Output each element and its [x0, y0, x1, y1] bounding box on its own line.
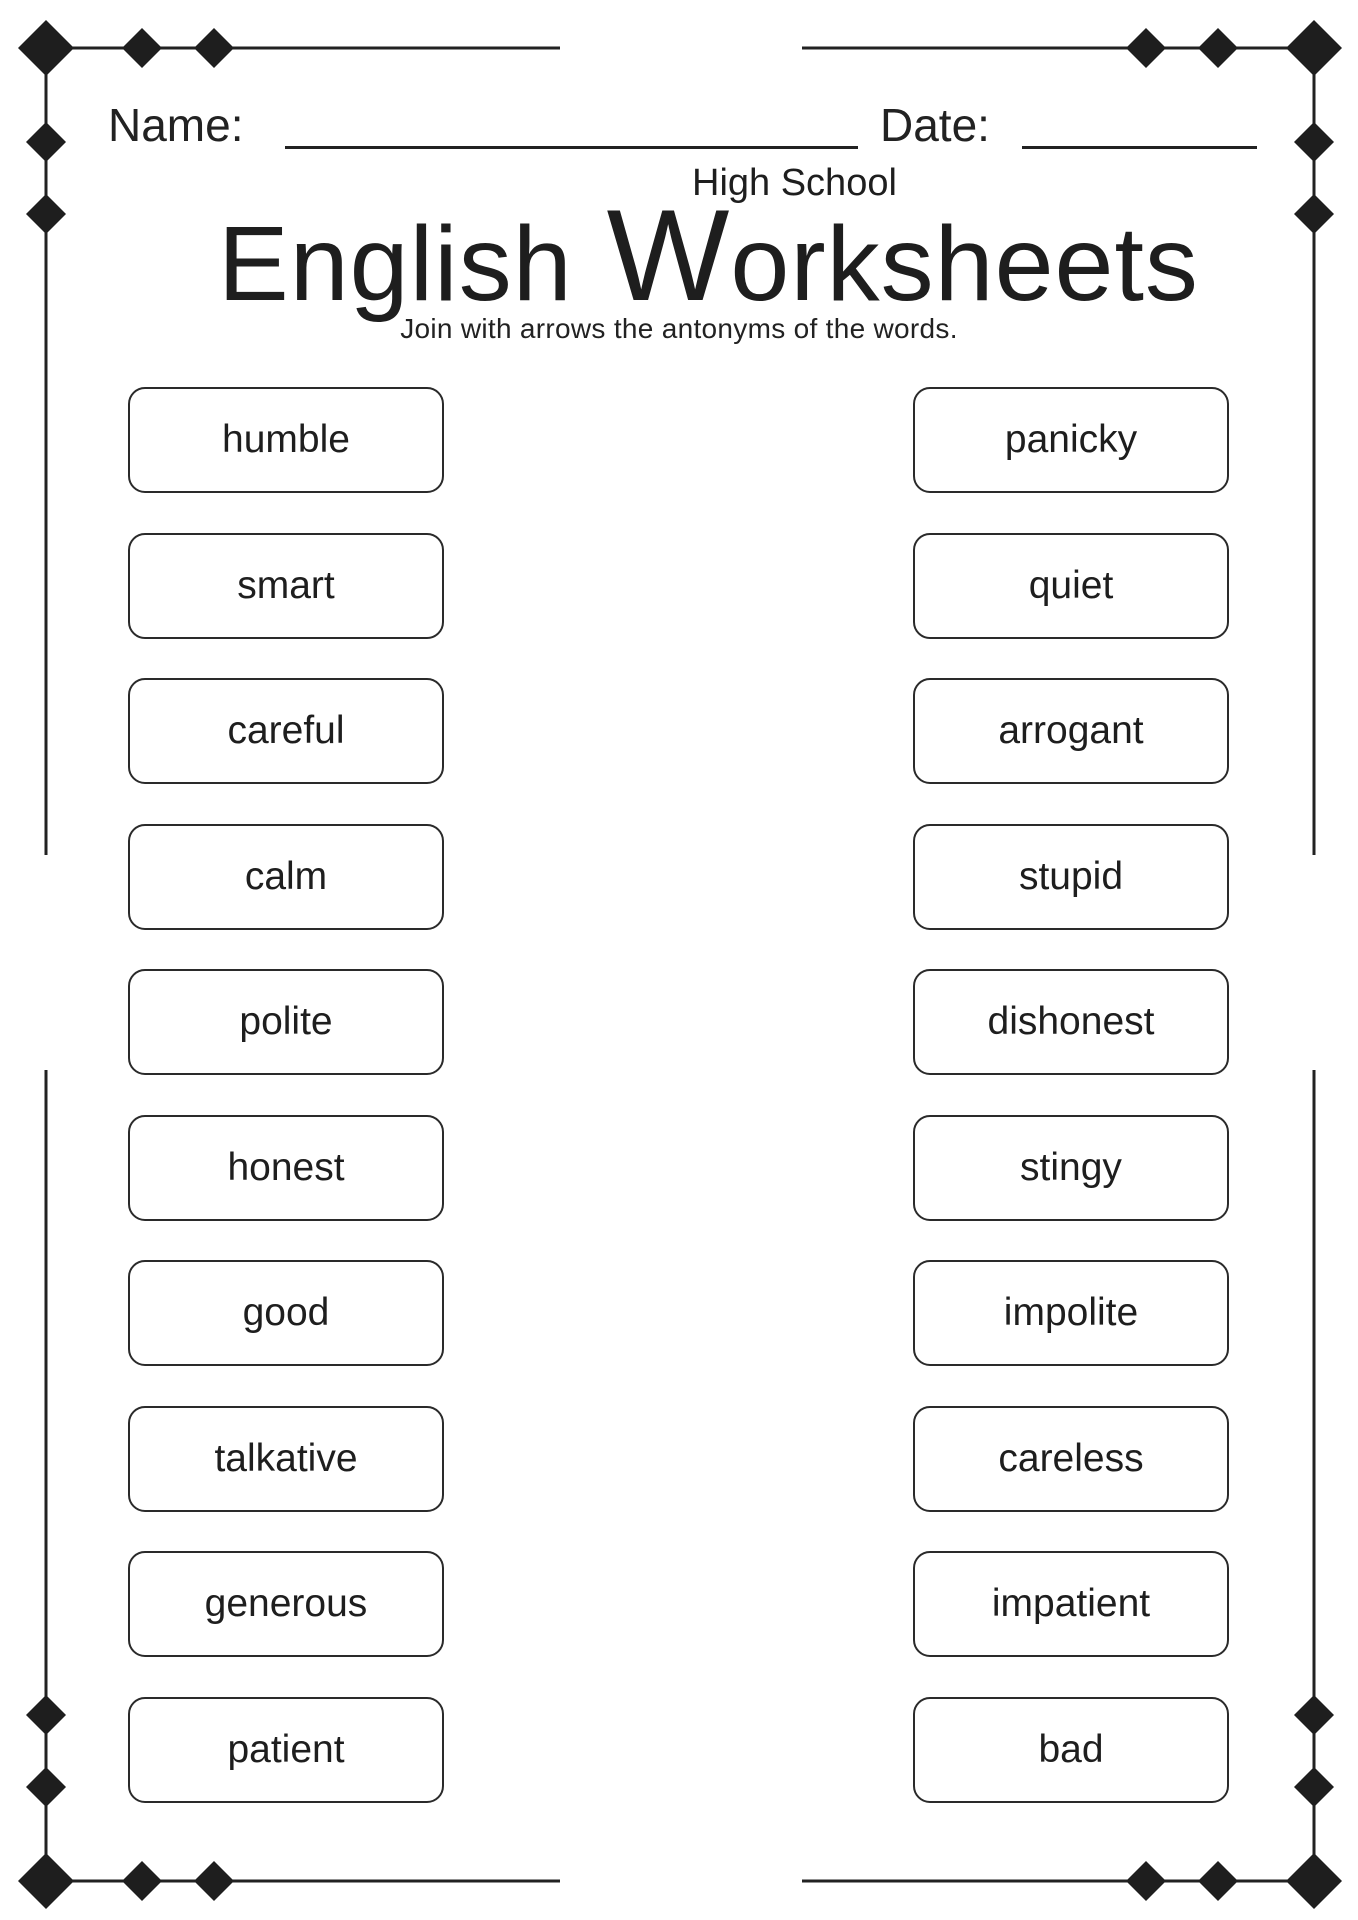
left-word-box[interactable]: generous	[128, 1551, 444, 1657]
right-word-box[interactable]: impolite	[913, 1260, 1229, 1366]
left-word-box[interactable]: polite	[128, 969, 444, 1075]
left-word-box[interactable]: humble	[128, 387, 444, 493]
right-word-box[interactable]: stupid	[913, 824, 1229, 930]
left-word-box[interactable]: careful	[128, 678, 444, 784]
left-word-box[interactable]: patient	[128, 1697, 444, 1803]
right-word-box[interactable]: arrogant	[913, 678, 1229, 784]
right-word-box[interactable]: quiet	[913, 533, 1229, 639]
instruction-text: Join with arrows the antonyms of the words.	[400, 313, 958, 344]
title-english: English	[218, 205, 573, 323]
name-field[interactable]	[285, 146, 858, 149]
right-word-box[interactable]: dishonest	[913, 969, 1229, 1075]
right-word-box[interactable]: stingy	[913, 1115, 1229, 1221]
title-orksheets: orksheets	[730, 205, 1199, 323]
date-label: Date:	[880, 99, 990, 151]
right-word-box[interactable]: panicky	[913, 387, 1229, 493]
left-word-box[interactable]: talkative	[128, 1406, 444, 1512]
right-word-box[interactable]: careless	[913, 1406, 1229, 1512]
title-w-initial: W	[606, 182, 731, 328]
date-field[interactable]	[1022, 146, 1257, 149]
left-word-box[interactable]: calm	[128, 824, 444, 930]
right-word-box[interactable]: bad	[913, 1697, 1229, 1803]
left-word-box[interactable]: honest	[128, 1115, 444, 1221]
left-word-box[interactable]: smart	[128, 533, 444, 639]
left-word-box[interactable]: good	[128, 1260, 444, 1366]
subtitle: High School	[692, 162, 897, 204]
title-block	[0, 160, 1358, 328]
right-word-box[interactable]: impatient	[913, 1551, 1229, 1657]
name-label: Name:	[108, 99, 244, 151]
